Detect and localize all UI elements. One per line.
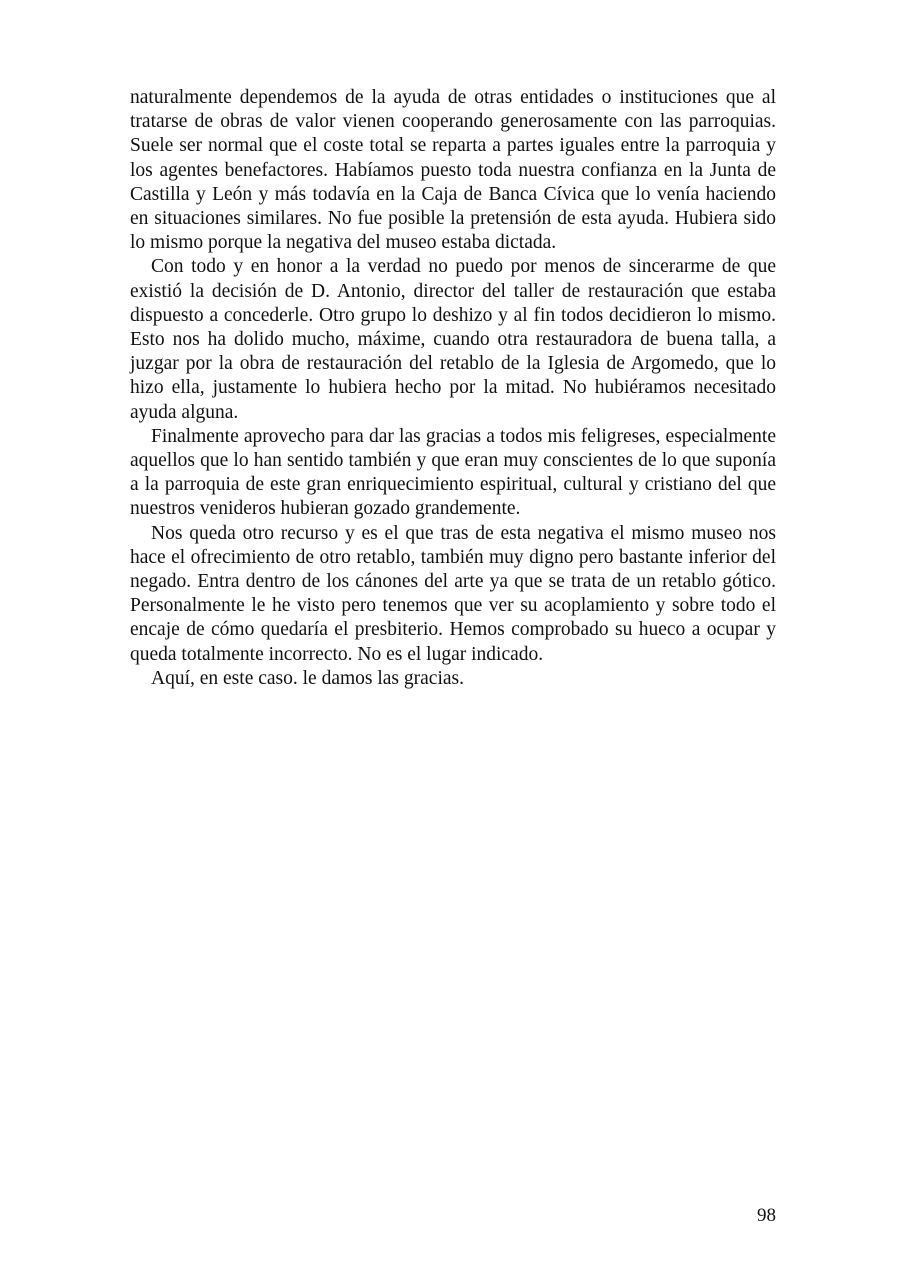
paragraph-alternative-altarpiece: Nos queda otro recurso y es el que tras de esta negativa el mismo museo nos hace el ofrecimiento de otro retablo, también muy digno pero bastante inferior del negado. Entra dentro de los cánones del arte ya que se trata de un retablo gótico. Personalmente le he visto pero tenemos que ver su acoplamiento y sobre todo el encaje de cómo quedaría el presbiterio. Hemos comprobado su hueco a ocupar y queda totalmente incorrecto. No es el lugar indicado. — [130, 522, 776, 665]
paragraph-thanks-parishioners: Finalmente aprovecho para dar las gracias a todos mis feligreses, especialmente aquellos que lo han sentido también y que eran muy conscientes de lo que suponía a la parroquia de este gran enriquecimiento espiritual, cultural y cristiano del que nuestros venideros hubieran gozado grandemente. — [130, 425, 776, 520]
paragraph-restoration-decision: Con todo y en honor a la verdad no puedo por menos de sincerarme de que existió la decisión de D. Antonio, director del taller de restauración que estaba dispuesto a concederle. Otro grupo lo deshizo y al fin todos decidieron lo mismo. Esto nos ha dolido mucho, máxime, cuando otra restauradora de buena talla, a juzgar por la obra de restauración del retablo de la Iglesia de Argomedo, que lo hizo ella, justamente lo hubiera hecho por la mitad. No hubiéramos necesitado ayuda alguna. — [130, 256, 776, 423]
document-body — [130, 86, 776, 691]
paragraph-funding-continuation: naturalmente dependemos de la ayuda de otras entidades o instituciones que al tratarse de obras de valor vienen cooperando generosamente con las parroquias. Suele ser normal que el coste total se reparta a partes iguales entre la parroquia y los agentes benefactores. Habíamos puesto toda nuestra confianza en la Junta de Castilla y León y más todavía en la Caja de Banca Cívica que lo venía haciendo en situaciones similares. No fue posible la pretensión de esta ayuda. Hubiera sido lo mismo porque la negativa del museo estaba dictada. — [130, 87, 776, 254]
paragraph-closing-thanks: Aquí, en este caso. le damos las gracias. — [151, 667, 464, 689]
page-number: 98 — [757, 1205, 776, 1226]
